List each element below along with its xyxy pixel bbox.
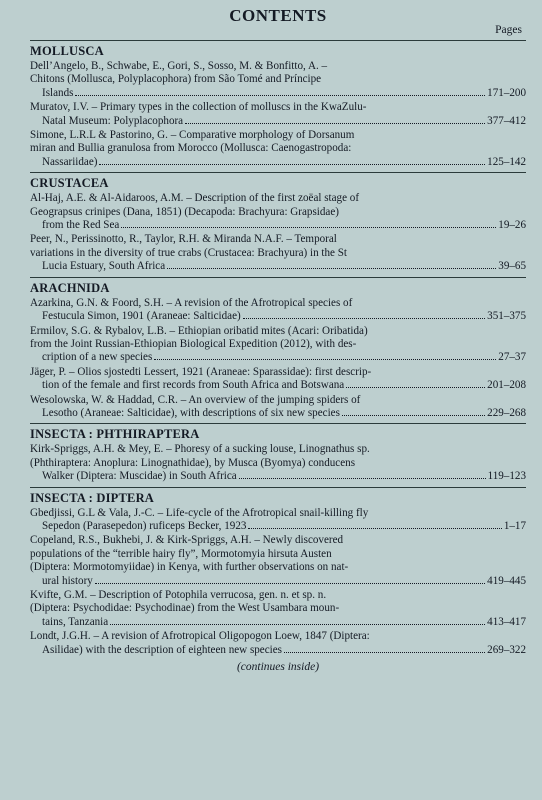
entry-line: Ermilov, S.G. & Rybalov, L.B. – Ethiopian oribatid mites (Acari: Oribatida) (30, 324, 368, 337)
page-range: 201–208 (487, 379, 526, 392)
entry-last-line (42, 616, 526, 629)
section (30, 487, 526, 657)
entry-line: Al-Haj, A.E. & Al-Aidaroos, A.M. – Description of the first zoëal stage of (30, 192, 360, 205)
entry-line: Kvifte, G.M. – Description of Potophila verrucosa, gen. n. et sp. n. (30, 589, 327, 601)
entry-line: (Diptera: Mormotomyiidae) in Kenya, with further observations on nat- (30, 561, 349, 574)
entry-last-line (42, 379, 526, 392)
entry-line: from the Red Sea (42, 219, 120, 232)
page-range: 27–37 (498, 351, 526, 364)
dot-leader (167, 268, 496, 269)
toc-entry (30, 394, 526, 421)
section-divider (30, 423, 526, 424)
page-title: CONTENTS (229, 6, 327, 25)
page-range: 351–375 (487, 310, 526, 323)
entry-last-line (42, 87, 526, 100)
entry-line: Wesolowska, W. & Haddad, C.R. – An overview of the jumping spiders of (30, 393, 361, 406)
dot-leader (342, 415, 485, 416)
toc-entry (30, 297, 526, 324)
page-range: 1–17 (503, 519, 526, 532)
page-range: 125–142 (487, 155, 526, 168)
entry-line: Londt, J.G.H. – A revision of Afrotropical Oligopogon Loew, 1847 (Diptera: (30, 630, 370, 643)
dot-leader (95, 583, 485, 584)
page-range: 269–322 (487, 643, 526, 656)
entry-line: Geograpsus crinipes (Dana, 1851) (Decapoda: Brachyura: Grapsidae) (30, 205, 339, 218)
page-range: 39–65 (498, 260, 526, 273)
entry-last-line (42, 407, 526, 420)
entry-line: variations in the diversity of true crabs (Crustacea: Brachyura) in the St (30, 246, 347, 259)
entry-line: Kirk-Spriggs, A.H. & Mey, E. – Phoresy of a sucking louse, Linognathus sp. (30, 443, 370, 456)
entry-last-line (42, 219, 526, 232)
entry-last-line (42, 156, 526, 169)
dot-leader (346, 387, 485, 388)
entry-line: Walker (Diptera: Muscidae) in South Africa (42, 470, 237, 483)
entry-line: Gbedjissi, G.L & Vala, J.-C. – Life-cycle of the Afrotropical snail-killing fly (30, 506, 369, 519)
section-heading: CRUSTACEA (30, 176, 109, 191)
toc-entry (30, 129, 526, 169)
entry-line: ural history (42, 574, 93, 587)
toc-entry (30, 589, 526, 629)
dot-leader (185, 123, 485, 124)
pages-column-label: Pages (495, 24, 522, 36)
page-range: 413–417 (487, 615, 526, 628)
entry-line: Simone, L.R.L & Pastorino, G. – Comparative morphology of Dorsanum (30, 129, 355, 142)
dot-leader (110, 624, 485, 625)
entry-line: Lucia Estuary, South Africa (42, 260, 166, 273)
section (30, 277, 526, 421)
section-heading: INSECTA : PHTHIRAPTERA (30, 427, 200, 442)
entry-line: Sepedon (Parasepedon) ruficeps Becker, 1923 (42, 519, 247, 532)
section (30, 172, 526, 273)
entry-last-line (42, 115, 526, 128)
toc-entry (30, 192, 526, 232)
entry-line: Lesotho (Araneae: Salticidae), with descriptions of six new species (42, 406, 340, 419)
entry-line: Azarkina, G.N. & Foord, S.H. – A revision of the Afrotropical species of (30, 296, 353, 309)
dot-leader (239, 478, 486, 479)
entry-line: Peer, N., Perissinotto, R., Taylor, R.H. & Miranda N.A.F. – Temporal (30, 233, 337, 246)
dot-leader (99, 164, 485, 165)
contents-list (30, 40, 526, 657)
entry-line: Muratov, I.V. – Primary types in the collection of molluscs in the KwaZulu- (30, 101, 367, 114)
toc-entry (30, 443, 526, 483)
section-divider (30, 487, 526, 488)
entry-line: cription of a new species (42, 351, 153, 364)
dot-leader (121, 227, 496, 228)
entry-line: from the Joint Russian-Ethiopian Biological Expedition (2012), with des- (30, 337, 357, 350)
entry-last-line (42, 260, 526, 273)
toc-entry (30, 233, 526, 273)
page-range: 377–412 (487, 114, 526, 127)
toc-entry (30, 101, 526, 128)
entry-line: Copeland, R.S., Bukhebi, J. & Kirk-Spriggs, A.H. – Newly discovered (30, 534, 344, 547)
dot-leader (243, 318, 485, 319)
page-range: 19–26 (498, 219, 526, 232)
entry-line: populations of the “terrible hairy fly”, Mormotomyia hirsuta Austen (30, 547, 332, 560)
entry-line: Asilidae) with the description of eighteen new species (42, 643, 282, 656)
entry-last-line (42, 575, 526, 588)
toc-entry (30, 366, 526, 393)
toc-entry (30, 630, 526, 657)
page-range: 229–268 (487, 406, 526, 419)
dot-leader (154, 359, 496, 360)
entry-last-line (42, 310, 526, 323)
dot-leader (75, 95, 485, 96)
entry-line: Natal Museum: Polyplacophora (42, 114, 184, 127)
toc-entry (30, 507, 526, 534)
dot-leader (284, 652, 485, 653)
section-heading: MOLLUSCA (30, 44, 104, 58)
section-heading: INSECTA : DIPTERA (30, 490, 155, 505)
section (30, 40, 526, 169)
page-range: 171–200 (487, 86, 526, 99)
entry-last-line (42, 520, 526, 533)
entry-line: miran and Bullia granulosa from Morocco (Mollusca: Caenogastropoda: (30, 142, 352, 155)
entry-line: Islands (42, 86, 74, 99)
continues-note: (continues inside) (236, 661, 320, 674)
section-divider (30, 40, 526, 41)
section-divider (30, 277, 526, 278)
entry-line: Chitons (Mollusca, Polyplacophora) from São Tomé and Príncipe (30, 73, 322, 86)
entry-line: Dell’Angelo, B., Schwabe, E., Gori, S., Sosso, M. & Bonfitto, A. – (30, 60, 328, 72)
entry-last-line (42, 351, 526, 364)
toc-entry (30, 325, 526, 365)
toc-entry (30, 60, 526, 100)
section (30, 423, 526, 483)
page-range: 419–445 (487, 574, 526, 587)
entry-line: Jäger, P. – Olios sjostedti Lessert, 1921 (Araneae: Sparassidae): first descrip- (30, 365, 372, 378)
section-heading: ARACHNIDA (30, 280, 110, 295)
dot-leader (248, 528, 501, 529)
entry-last-line (42, 644, 526, 657)
entry-last-line (42, 470, 526, 483)
entry-line: (Diptera: Psychodidae: Psychodinae) from the West Usambara moun- (30, 602, 340, 615)
section-divider (30, 172, 526, 173)
entry-line: Nassariidae) (42, 155, 98, 168)
entry-line: tains, Tanzania (42, 615, 109, 628)
entry-line: Festucula Simon, 1901 (Araneae: Salticidae) (42, 310, 241, 323)
toc-entry (30, 534, 526, 588)
page-range: 119–123 (487, 470, 526, 483)
entry-line: tion of the female and first records from South Africa and Botswana (42, 379, 345, 392)
entry-line: (Phthiraptera: Anoplura: Linognathidae), by Musca (Byomya) conducens (30, 456, 356, 469)
